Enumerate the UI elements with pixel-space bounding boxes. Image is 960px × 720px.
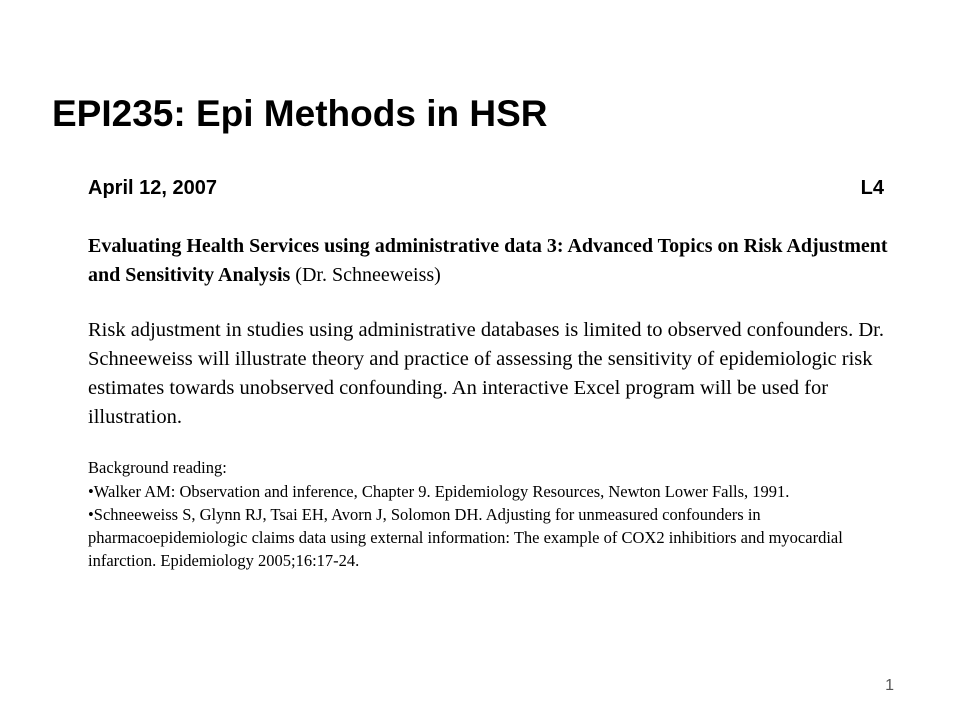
slide-title: EPI235: Epi Methods in HSR [52,93,548,134]
background-reading [88,456,888,572]
date-row [88,175,884,201]
lecturer-name: (Dr. Schneeweiss) [290,264,441,286]
lecture-date: April 12, 2007 [88,177,217,199]
lecture-code: L4 [860,177,884,199]
page-number: 1 [885,677,894,694]
reading-item: •Schneeweiss S, Glynn RJ, Tsai EH, Avorn J, Solomon DH. Adjusting for unmeasured confounders in pharmacoepidemiologic claims data using external information: The example of COX2 inhibitiors and myocardial infarction. Epidemiology 2005;16:17-24. [88,505,843,570]
lecture-title-bold: Evaluating Health Services using administrative data 3: Advanced Topics on Risk Adjustment and Sensitivity Analysis [88,235,888,286]
reading-item: •Walker AM: Observation and inference, Chapter 9. Epidemiology Resources, Newton Lower Falls, 1991. [88,482,790,501]
lecture-title [88,232,888,290]
reading-heading: Background reading: [88,458,227,477]
lecture-abstract: Risk adjustment in studies using administrative databases is limited to observed confounders. Dr. Schneeweiss will illustrate theory and practice of assessing the sensitivity of epidemiologic risk estimates towards unobserved confounding. An interactive Excel program will be used for illustration. [88,319,884,428]
